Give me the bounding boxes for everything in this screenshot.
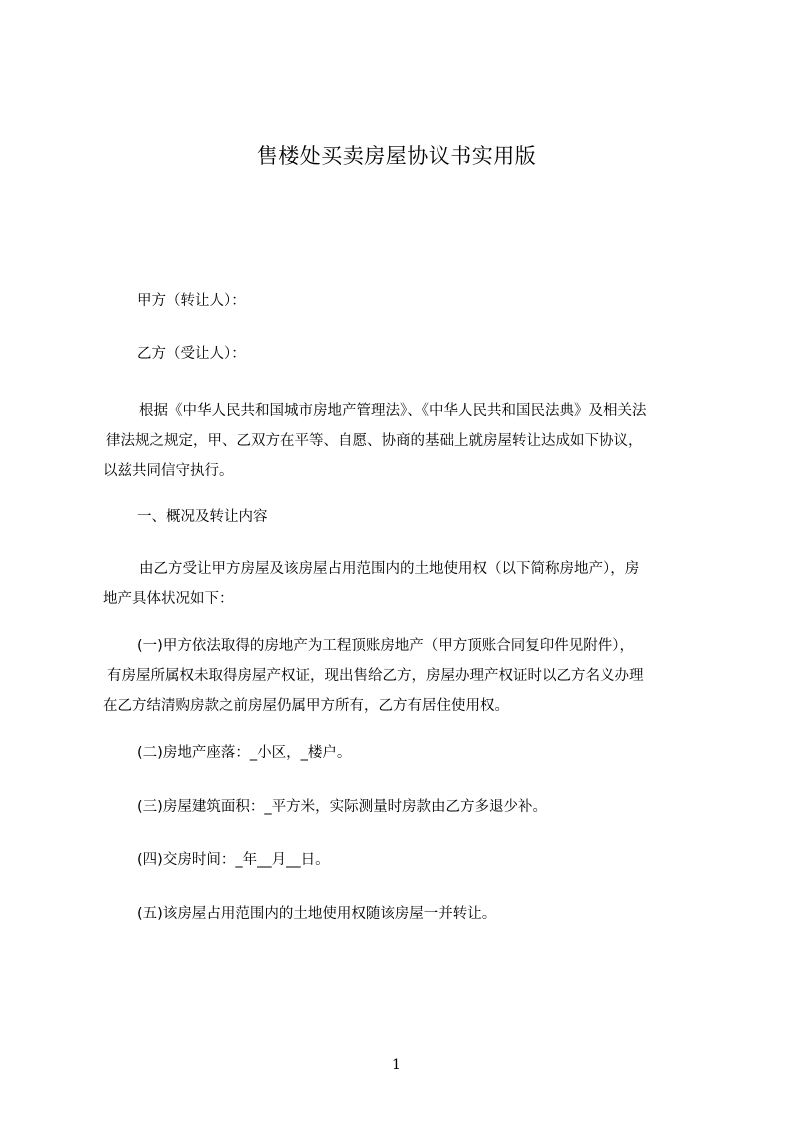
document-title: 售楼处买卖房屋协议书实用版 [256, 144, 537, 168]
section-1-intro-line-2: 地产具体状况如下： [103, 591, 234, 607]
party-a-line: 甲方（转让人）： [137, 293, 246, 309]
item-3-area: (三)房屋建筑面积：_平方米，实际测量时房款由乙方多退少补。 [137, 799, 548, 815]
item-1-line-1: (一)甲方依法取得的房地产为工程顶账房地产（甲方顶账合同复印件见附件）， [137, 638, 635, 654]
item-1-line-2: 有房屋所属权未取得房屋产权证，现出售给乙方，房屋办理产权证时以乙方名义办理 [107, 668, 644, 684]
item-1-line-3: 在乙方结清购房款之前房屋仍属甲方所有，乙方有居住使用权。 [103, 698, 509, 714]
intro-paragraph [103, 396, 703, 486]
section-1-intro [103, 554, 703, 614]
item-5-land-use-right: (五)该房屋占用范围内的土地使用权随该房屋一并转让。 [137, 906, 497, 922]
section-1-intro-line-1: 由乙方受让甲方房屋及该房屋占用范围内的土地使用权（以下简称房地产），房 [139, 561, 640, 577]
intro-line-3: 以兹共同信守执行。 [103, 463, 234, 479]
intro-line-1: 根据《中华人民共和国城市房地产管理法》、《中华人民共和国民法典》及相关法 [139, 403, 647, 419]
item-4-handover-time: (四)交房时间：_年__月__日。 [137, 852, 330, 868]
party-b-line: 乙方（受让人）： [137, 346, 246, 362]
item-2-location: (二)房地产座落：_小区，_楼户。 [137, 745, 352, 761]
intro-line-2: 律法规之规定，甲、乙双方在平等、自愿、协商的基础上就房屋转让达成如下协议， [106, 433, 643, 449]
section-1-heading: 一、概况及转让内容 [137, 509, 268, 525]
page-number: 1 [392, 1057, 401, 1073]
item-1-paragraph [103, 631, 703, 721]
